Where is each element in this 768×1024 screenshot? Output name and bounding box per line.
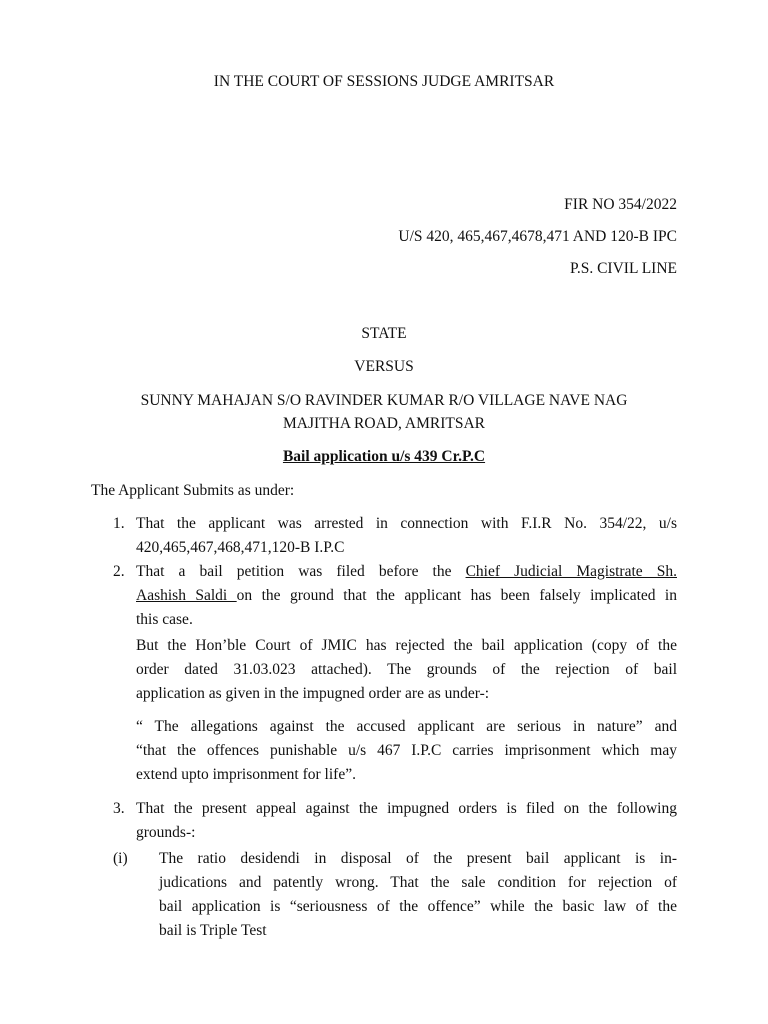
para-2-cont-line-2: order dated 31.03.023 attached). The grounds of the rejection of bail [136,661,677,678]
police-station: P.S. CIVIL LINE [569,260,677,277]
ground-i-line-4: bail is Triple Test [159,922,267,939]
para-1-number: 1. [113,515,125,532]
quote-line-3: extend upto imprisonment for life”. [136,766,356,783]
court-title: IN THE COURT OF SESSIONS JUDGE AMRITSAR [213,73,555,90]
ground-i-line-3: bail application is “seriousness of the offence” while the basic law of the [159,898,677,915]
accused-line-1: SUNNY MAHAJAN S/O RAVINDER KUMAR R/O VILLAGE NAVE NAG [140,392,628,409]
para-2-line-1-text: That a bail petition was filed before the [136,563,466,580]
party-state: STATE [361,325,407,342]
versus-label: VERSUS [354,358,414,375]
quote-line-1: “ The allegations against the accused applicant are serious in nature” and [136,718,677,735]
sections: U/S 420, 465,467,4678,471 AND 120-B IPC [398,228,677,245]
application-heading: Bail application u/s 439 Cr.P.C [282,448,486,465]
para-2-cont-line-1: But the Hon’ble Court of JMIC has rejected the bail application (copy of the [136,637,677,654]
magistrate-name-cont: Aashish Saldi [136,587,237,604]
para-2-line-2 [136,586,677,606]
quote-line-2: “that the offences punishable u/s 467 I.P.C carries imprisonment which may [136,742,677,759]
ground-i-line-1: The ratio desidendi in disposal of the present bail applicant is in- [159,850,677,867]
para-1-line-1: That the applicant was arrested in connection with F.I.R No. 354/22, u/s [136,515,677,532]
para-2-line-1 [136,562,677,582]
ground-i-number: (i) [113,850,128,867]
para-3-number: 3. [113,800,125,817]
para-2-line-3: this case. [136,611,193,628]
para-2-cont-line-3: application as given in the impugned order are as under-: [136,685,490,702]
para-1-line-2: 420,465,467,468,471,120-B I.P.C [136,539,345,556]
para-3-line-1: That the present appeal against the impugned orders is filed on the following [136,800,677,817]
accused-line-2: MAJITHA ROAD, AMRITSAR [283,415,485,432]
intro-text: The Applicant Submits as under: [91,482,295,499]
fir-number: FIR NO 354/2022 [564,196,677,213]
para-2-line-2-text: on the ground that the applicant has been falsely implicated in [236,587,677,604]
para-2-number: 2. [113,563,125,580]
magistrate-name: Chief Judicial Magistrate Sh. [465,563,677,580]
ground-i-line-2: judications and patently wrong. That the sale condition for rejection of [159,874,677,891]
para-3-line-2: grounds-: [136,824,196,841]
